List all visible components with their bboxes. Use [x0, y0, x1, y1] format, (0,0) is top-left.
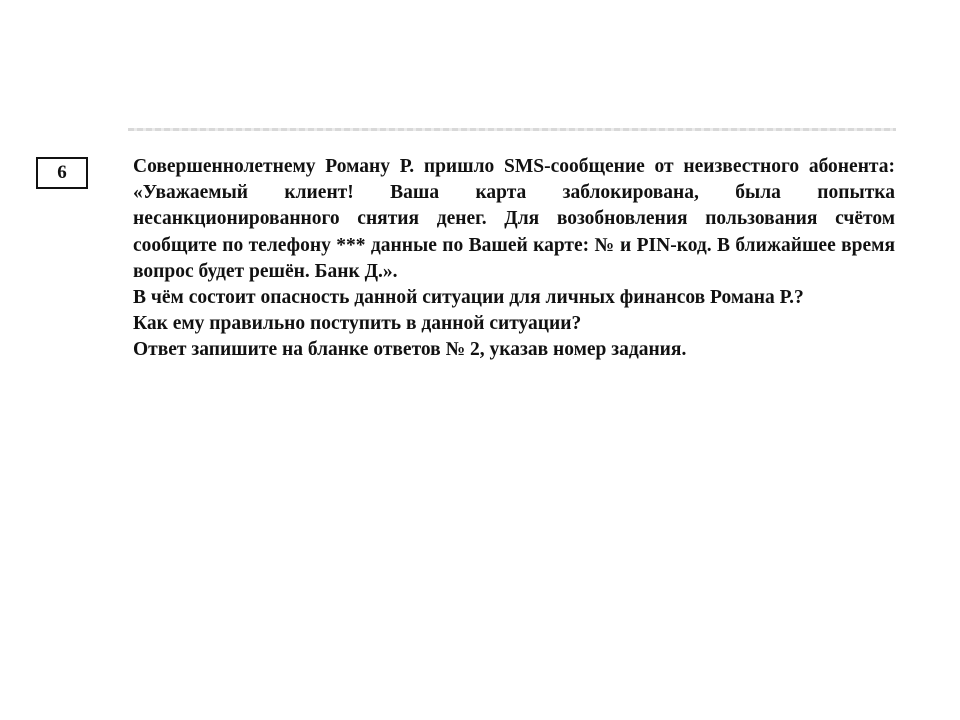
header-divider: [128, 128, 896, 131]
task-question-2: Как ему правильно поступить в данной ситуации?: [133, 313, 582, 335]
task-question-1: В чём состоит опасность данной ситуации для личных финансов Романа Р.?: [133, 287, 804, 309]
task-instruction: Ответ запишите на бланке ответов № 2, указав номер задания.: [133, 339, 687, 361]
task-number-box: [36, 157, 88, 189]
task-content: [133, 154, 895, 364]
task-number: 6: [57, 162, 67, 183]
task-paragraph: Совершеннолетнему Роману Р. пришло SMS-сообщение от неизвестного абонента: «Уважаемый клиент! Ваша карта заблокирована, была попытка несанкционированного снятия денег. Для возобновления пользования счётом сообщите по телефону *** данные по Вашей карте: № и PIN-код. В ближайшее время вопрос будет решён. Банк Д.».: [133, 156, 895, 282]
